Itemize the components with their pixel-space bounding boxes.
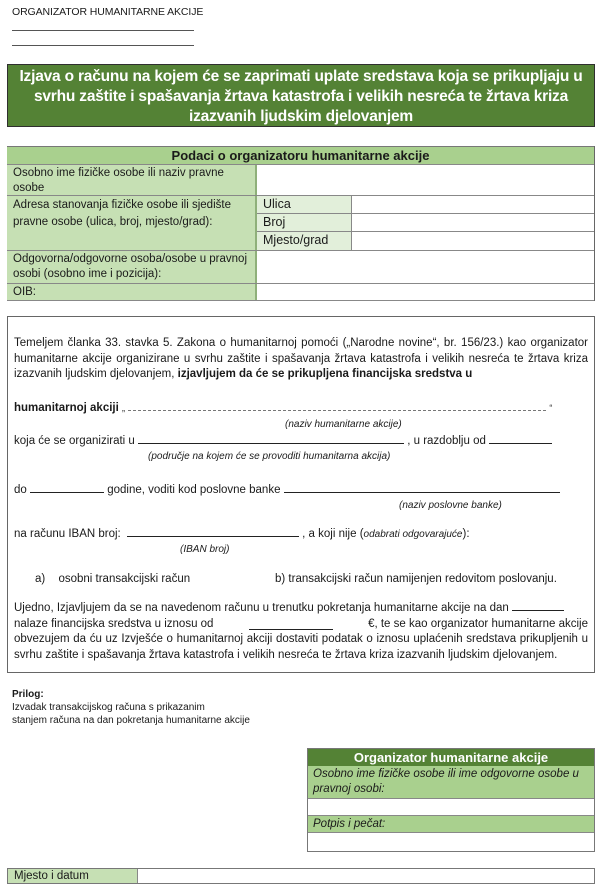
place-date-field[interactable] bbox=[138, 869, 594, 883]
city-label: Mjesto/grad bbox=[257, 232, 352, 250]
signature-box bbox=[307, 748, 595, 852]
place-date-row bbox=[7, 868, 595, 884]
address-label: Adresa stanovanja fizičke osobe ili sjedište pravne osobe (ulica, broj, mjesto/grad): bbox=[7, 196, 257, 250]
title-line-3: izazvanih ljudskim djelovanjem bbox=[189, 108, 413, 125]
organizer-address-line[interactable] bbox=[12, 45, 194, 46]
name-field[interactable] bbox=[257, 165, 594, 195]
bank-name-field[interactable] bbox=[284, 492, 560, 493]
attachment-line-2: stanjem računa na dan pokretanja humanitarne akcije bbox=[12, 715, 250, 726]
balance-paragraph: Ujedno, Izjavljujem da se na navedenom računu u trenutku pokretanja humanitarne akcije na dan nalaze financijska sredstva u iznosu od €, te se kao organizator humanitarne akcije obvezujem da ću uz Izvješće o humanitarnoj akciji dostaviti podatak o iznosu uplaćenih sredstava prikupljenih u svrhu zaštite i spašavanja žrtava katastrofa i velikih nesreća te žrtava kriza izazvanih ljudskim djelovanjem. bbox=[14, 602, 588, 661]
iban-field[interactable] bbox=[127, 536, 299, 537]
attachment-label: Prilog: bbox=[12, 689, 44, 700]
area-line: koja će se organizirati u , u razdoblju od bbox=[14, 434, 594, 450]
attachment-line-1: Izvadak transakcijskog računa s prikazanim bbox=[12, 702, 205, 713]
iban-line: na računu IBAN broj: , a koji nije (odabrati odgovarajuće): bbox=[14, 528, 470, 540]
address-subfields bbox=[257, 196, 594, 250]
start-date-field[interactable] bbox=[512, 610, 564, 611]
number-row bbox=[257, 214, 594, 232]
responsible-field[interactable] bbox=[257, 251, 594, 283]
period-from-field[interactable] bbox=[489, 443, 552, 444]
name-row bbox=[7, 165, 594, 196]
number-label: Broj bbox=[257, 214, 352, 231]
bank-line: do godine, voditi kod poslovne banke bbox=[14, 483, 594, 499]
action-name-line: humanitarnoj akciji „ “ bbox=[14, 402, 553, 414]
iban-hint: (IBAN broj) bbox=[180, 544, 230, 555]
responsible-label: Odgovorna/odgovorne osoba/osobe u pravnoj osobi (osobno ime i pozicija): bbox=[7, 251, 257, 283]
organizer-name-line[interactable] bbox=[12, 30, 194, 31]
signatory-name-label: Osobno ime fizičke osobe ili ime odgovorne osobe u pravnoj osobi: bbox=[308, 766, 594, 799]
area-hint: (područje na kojem će se provoditi humanitarna akcija) bbox=[148, 451, 391, 462]
responsible-row bbox=[7, 251, 594, 284]
attachment-section bbox=[12, 688, 250, 727]
action-name-hint: (naziv humanitarne akcije) bbox=[285, 419, 402, 430]
address-row bbox=[7, 196, 594, 251]
signature-heading: Organizator humanitarne akcije bbox=[308, 749, 594, 766]
amount-field[interactable] bbox=[249, 629, 333, 630]
number-field[interactable] bbox=[352, 214, 594, 231]
title-line-1: Izjava o računu na kojem će se zaprimati uplate sredstava koja se prikupljaju u bbox=[19, 68, 583, 85]
option-b[interactable]: b) transakcijski račun namijenjen redovitom poslovanju. bbox=[275, 573, 557, 585]
street-row bbox=[257, 196, 594, 214]
organizer-header-label: ORGANIZATOR HUMANITARNE AKCIJE bbox=[12, 6, 204, 18]
city-row bbox=[257, 232, 594, 250]
street-label: Ulica bbox=[257, 196, 352, 213]
document-title bbox=[7, 64, 595, 127]
signature-stamp-label: Potpis i pečat: bbox=[308, 816, 594, 833]
signature-stamp-field[interactable] bbox=[308, 833, 594, 851]
action-name-field[interactable] bbox=[128, 410, 546, 411]
oib-row bbox=[7, 284, 594, 301]
place-date-label: Mjesto i datum bbox=[8, 869, 138, 883]
signatory-name-field[interactable] bbox=[308, 799, 594, 816]
oib-field[interactable] bbox=[257, 284, 594, 300]
declaration-box bbox=[7, 316, 595, 673]
city-field[interactable] bbox=[352, 232, 594, 250]
declaration-intro-bold: izjavljujem da će se prikupljena financijska sredstva u bbox=[177, 368, 473, 380]
name-label: Osobno ime fizičke osobe ili naziv pravne osobe bbox=[7, 165, 257, 195]
street-field[interactable] bbox=[352, 196, 594, 213]
bank-hint: (naziv poslovne banke) bbox=[399, 500, 502, 511]
period-to-field[interactable] bbox=[30, 492, 104, 493]
organizer-data-table bbox=[7, 146, 595, 301]
oib-label: OIB: bbox=[7, 284, 257, 300]
organizer-table-heading: Podaci o organizatoru humanitarne akcije bbox=[7, 146, 594, 165]
declaration-intro: Temeljem članka 33. stavka 5. Zakona o humanitarnoj pomoći („Narodne novine“, br. 156/23.) kao organizator humanitarne akcije organizirane u svrhu zaštite i spašavanja žrtava katastrofa i velikih nesreća te žrtava kriza izazvanih ljudskim djelovanjem, izjavljujem da će se prikupljena financijska sredstva u bbox=[14, 337, 588, 380]
option-a[interactable]: a) osobni transakcijski račun bbox=[35, 573, 191, 585]
title-line-2: svrhu zaštite i spašavanja žrtava katastrofa i velikih nesreća te žrtava kriza bbox=[33, 88, 569, 105]
area-field[interactable] bbox=[138, 443, 404, 444]
